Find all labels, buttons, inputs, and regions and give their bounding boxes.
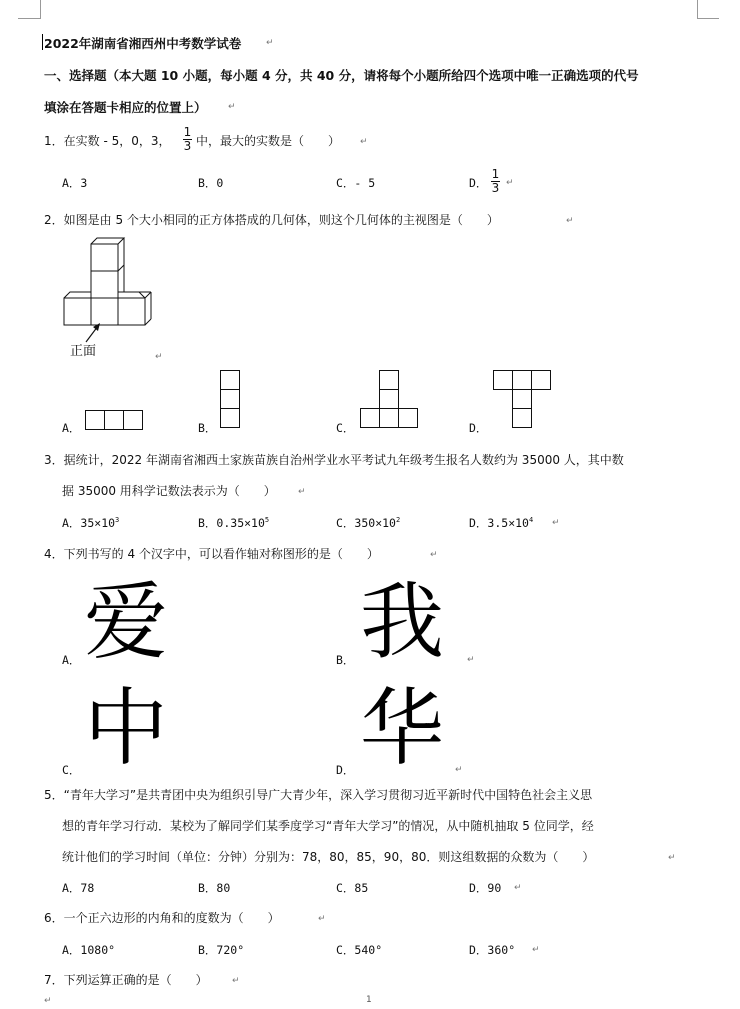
question-2-option-b[interactable]: B． [198,421,217,435]
question-5-option-b[interactable]: B．80 [198,881,231,895]
paragraph-mark: ↵ [430,550,438,560]
option-exponent: 4 [528,516,534,525]
paragraph-mark: ↵ [668,853,676,863]
paragraph-mark: ↵ [266,38,274,48]
paragraph-mark: ↵ [566,216,574,226]
option-base: A．35×10 [62,516,116,530]
option-base: C．350×10 [336,516,396,530]
option-base: B．0.35×10 [198,516,265,530]
question-2-option-c[interactable]: C． [336,421,355,435]
paragraph-mark: ↵ [360,137,368,147]
crop-mark-top-right-v [697,0,698,19]
option-base: D．3.5×10 [469,516,529,530]
question-3-option-a[interactable] [62,515,119,531]
question-3-option-d[interactable] [469,515,533,531]
question-2-solid-figure [58,238,158,328]
question-5-option-a[interactable]: A．78 [62,881,95,895]
fraction-numerator: 1 [183,125,192,139]
paragraph-mark: ↵ [44,996,52,1006]
question-1-fraction [183,126,192,153]
question-5-stem-line1: 5．“青年大学习”是共青团中央为组织引导广大青少年，深入学习贯彻习近平新时代中国特色社会主义思 [44,788,593,802]
paragraph-mark: ↵ [155,352,163,362]
question-1-stem-a: 1．在实数 - 5，0，3， [44,134,171,148]
question-1-option-d[interactable]: D． [469,176,488,190]
crop-mark-top-right [697,18,719,19]
question-2-option-d-figure [493,370,553,432]
question-1-option-a[interactable]: A．3 [62,176,88,190]
front-arrow-icon [84,322,104,344]
question-6-stem: 6．一个正六边形的内角和的度数为（ ） [44,911,280,925]
question-2-option-a-figure [85,410,145,430]
option-exponent: 2 [395,516,401,525]
question-3-option-c[interactable] [336,515,400,531]
question-1-option-b[interactable]: B．0 [198,176,224,190]
question-5-option-c[interactable]: C．85 [336,881,369,895]
question-1-option-d-fraction [491,168,500,195]
section-header-line1: 一、选择题（本大题 10 小题，每小题 4 分，共 40 分，请将每个小题所给四个选项中唯一正确选项的代号 [44,68,639,83]
question-2-option-b-figure [220,370,242,432]
question-2-stem: 2．如图是由 5 个大小相同的正方体搭成的几何体，则这个几何体的主视图是（ ） [44,213,499,227]
question-7-stem: 7．下列运算正确的是（ ） [44,973,208,987]
question-1-option-c[interactable]: C．- 5 [336,176,376,190]
paragraph-mark: ↵ [228,102,236,112]
section-header-line2: 填涂在答题卡相应的位置上） [44,100,207,115]
paragraph-mark: ↵ [298,487,306,497]
question-2-option-d[interactable]: D． [469,421,488,435]
crop-mark-top-left-v [40,0,41,19]
question-2-option-a[interactable]: A． [62,421,81,435]
question-4-option-d[interactable]: D． [336,763,355,777]
question-5-option-d[interactable]: D．90 [469,881,502,895]
question-1-stem-b: 中，最大的实数是（ ） [196,134,341,148]
question-5-stem-line2: 想的青年学习行动．某校为了解同学们某季度学习“青年大学习”的情况，从中随机抽取 5 位同学，经 [62,819,594,833]
paragraph-mark: ↵ [506,178,514,188]
text-cursor [42,34,43,50]
page-number: 1 [366,995,372,1005]
fraction-denominator: 3 [491,181,500,195]
question-3-stem-line2: 据 35000 用科学记数法表示为（ ） [62,484,276,498]
paragraph-mark: ↵ [467,655,475,665]
option-exponent: 3 [115,516,120,525]
paragraph-mark: ↵ [455,765,463,775]
question-4-char-c: 中 [84,679,169,777]
front-label: 正面 [70,344,97,359]
question-6-option-c[interactable]: C．540° [336,943,383,957]
question-6-option-b[interactable]: B．720° [198,943,245,957]
question-4-char-a: 爱 [84,573,169,671]
question-2-option-c-figure [360,370,420,432]
option-exponent: 5 [264,516,270,525]
question-3-stem-line1: 3．据统计，2022 年湖南省湘西土家族苗族自治州学业水平考试九年级考生报名人数约为 35000 人，其中数 [44,453,624,467]
paragraph-mark: ↵ [318,914,326,924]
question-4-option-b[interactable]: B． [336,653,355,667]
paragraph-mark: ↵ [552,518,560,528]
question-4-char-b: 我 [360,573,445,671]
paragraph-mark: ↵ [514,883,522,893]
question-6-option-a[interactable]: A．1080° [62,943,116,957]
paragraph-mark: ↵ [532,945,540,955]
question-4-option-a[interactable]: A． [62,653,81,667]
fraction-denominator: 3 [183,139,192,153]
question-1-stem [44,133,171,149]
question-4-char-d: 华 [360,679,445,777]
crop-mark-top-left [18,18,40,19]
paragraph-mark: ↵ [232,976,240,986]
fraction-numerator: 1 [491,167,500,181]
doc-title: 2022年湖南省湘西州中考数学试卷 [44,36,242,51]
question-3-option-b[interactable] [198,515,269,531]
question-4-option-c[interactable]: C． [62,763,81,777]
question-4-stem: 4．下列书写的 4 个汉字中，可以看作轴对称图形的是（ ） [44,547,379,561]
question-6-option-d[interactable]: D．360° [469,943,516,957]
question-5-stem-line3: 统计他们的学习时间（单位：分钟）分别为：78，80，85，90，80．则这组数据的众数为（ ） [62,850,595,864]
